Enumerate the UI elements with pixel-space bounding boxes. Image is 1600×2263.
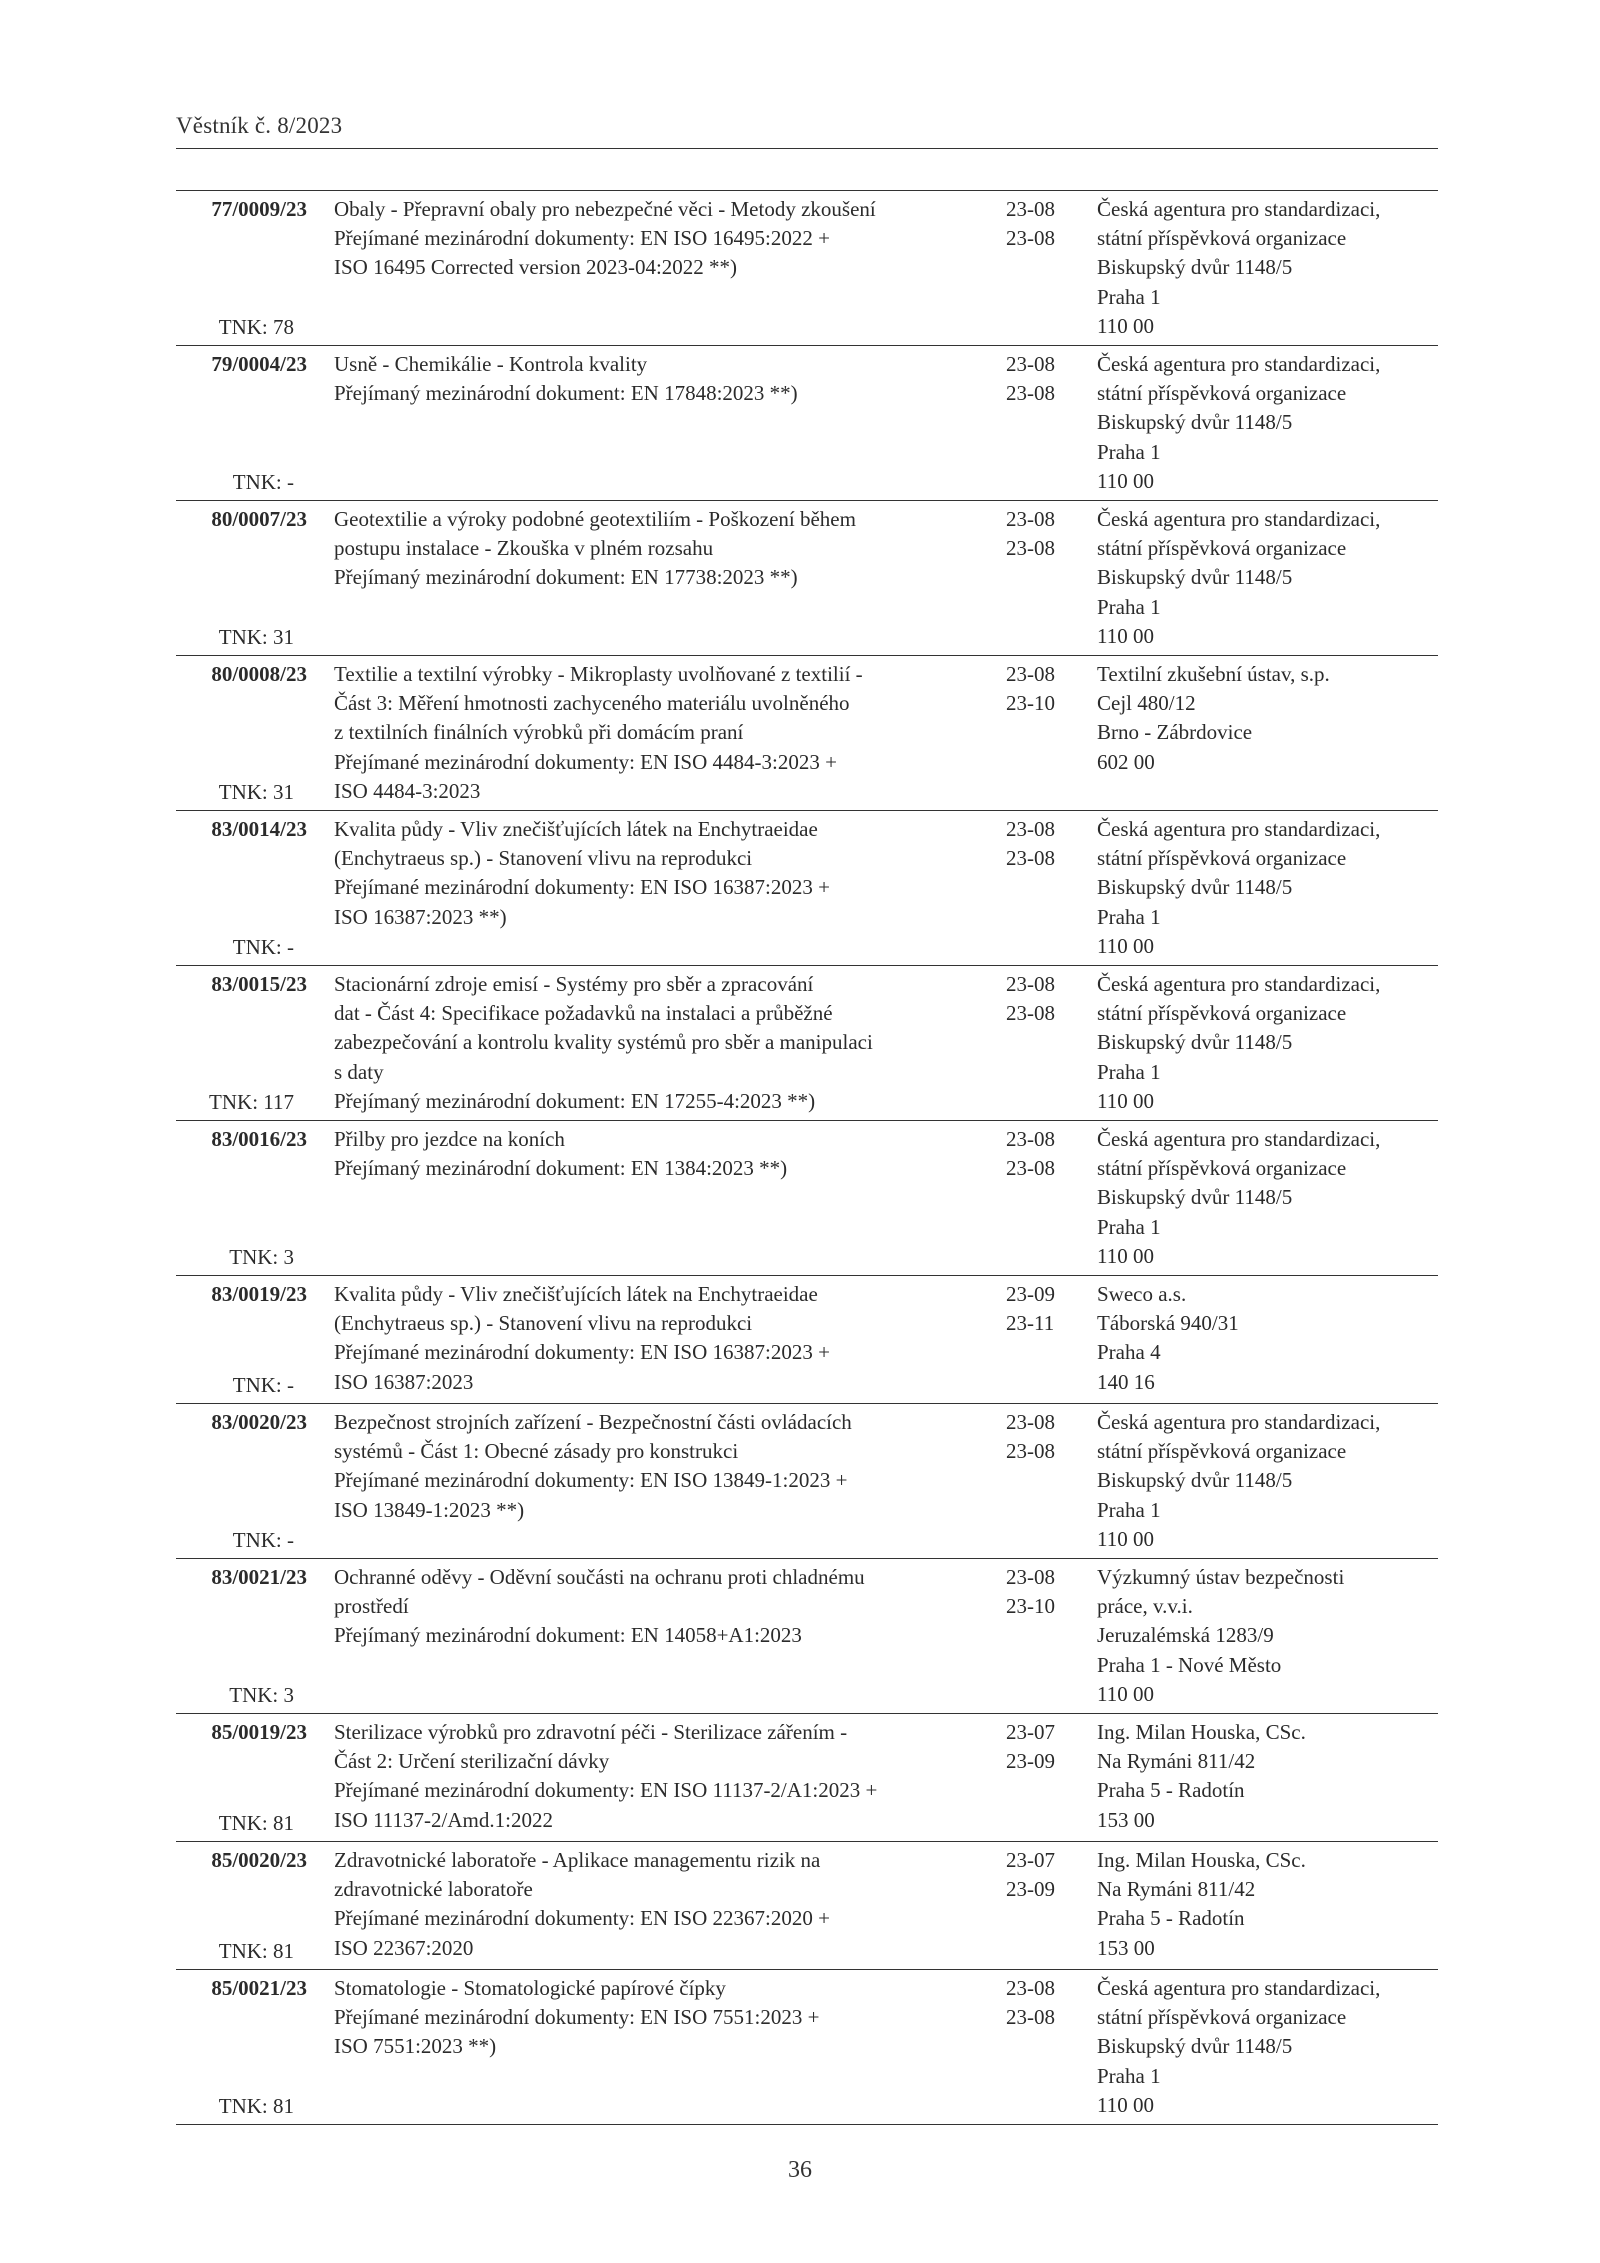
- organization-line: 110 00: [1097, 1681, 1154, 1706]
- standard-entry: [176, 191, 1438, 346]
- date-value: 23-08: [1006, 1156, 1055, 1181]
- description-line: Stomatologie - Stomatologické papírové čípky: [334, 1976, 726, 2000]
- date-value: 23-08: [1006, 197, 1055, 221]
- description-line: Zdravotnické laboratoře - Aplikace managementu rizik na: [334, 1848, 821, 1872]
- organization-line: 110 00: [1097, 1243, 1154, 1268]
- organization-line: Biskupský dvůr 1148/5: [1097, 1030, 1293, 1055]
- description-line: postupu instalace - Zkouška v plném rozsahu: [334, 536, 714, 561]
- entry-dates: [1006, 1846, 1066, 1904]
- organization-line: 110 00: [1097, 933, 1154, 958]
- organization-line: Praha 1: [1097, 904, 1161, 929]
- description-line: Přejímané mezinárodní dokumenty: EN ISO 16387:2023 +: [334, 875, 830, 900]
- organization-line: Česká agentura pro standardizaci,: [1097, 507, 1381, 531]
- date-value: 23-08: [1006, 352, 1055, 376]
- description-line: Přejímaný mezinárodní dokument: EN 17255-4:2023 **): [334, 1088, 816, 1113]
- description-line: ISO 11137-2/Amd.1:2022: [334, 1807, 553, 1832]
- organization-line: Táborská 940/31: [1097, 1311, 1239, 1336]
- description-line: Přejímané mezinárodní dokumenty: EN ISO 7551:2023 +: [334, 2005, 820, 2030]
- entry-organization: [1097, 660, 1438, 777]
- entry-id-column: [176, 1280, 307, 1407]
- entry-id-column: [176, 1125, 307, 1279]
- date-value: 23-08: [1006, 1976, 1055, 2000]
- entry-organization: [1097, 1280, 1438, 1397]
- entry-id-column: [176, 350, 307, 504]
- entry-description: [334, 1718, 984, 1835]
- description-line: Geotextilie a výroky podobné geotextiliím - Poškození během: [334, 507, 856, 531]
- description-line: dat - Část 4: Specifikace požadavků na instalaci a průběžné: [334, 1001, 833, 1026]
- standard-code: 83/0021/23: [211, 1565, 307, 1589]
- organization-line: Biskupský dvůr 1148/5: [1097, 1468, 1293, 1493]
- tnk-number: TNK: -: [232, 1527, 294, 1552]
- description-line: prostředí: [334, 1594, 409, 1619]
- page-number: 36: [788, 2157, 812, 2183]
- standard-entry: [176, 811, 1438, 966]
- organization-line: Textilní zkušební ústav, s.p.: [1097, 662, 1330, 686]
- entry-organization: [1097, 970, 1438, 1116]
- date-value: 23-10: [1006, 691, 1055, 716]
- standard-code: 80/0008/23: [211, 662, 307, 686]
- description-line: Bezpečnost strojních zařízení - Bezpečnostní části ovládacích: [334, 1410, 852, 1434]
- entry-description: [334, 815, 984, 932]
- standard-code: 83/0014/23: [211, 817, 307, 841]
- organization-line: 110 00: [1097, 2092, 1154, 2117]
- organization-line: Praha 4: [1097, 1340, 1161, 1365]
- page-header: [176, 112, 1438, 149]
- organization-line: Biskupský dvůr 1148/5: [1097, 565, 1293, 590]
- entry-organization: [1097, 350, 1438, 496]
- organization-line: Praha 1: [1097, 439, 1161, 464]
- organization-line: Praha 1 - Nové Město: [1097, 1652, 1282, 1677]
- entry-id-column: [176, 1974, 307, 2128]
- description-line: ISO 16387:2023 **): [334, 904, 507, 929]
- standard-entry: [176, 1842, 1438, 1970]
- standard-code: 77/0009/23: [211, 197, 307, 221]
- organization-line: Ing. Milan Houska, CSc.: [1097, 1848, 1306, 1872]
- entry-dates: [1006, 505, 1066, 563]
- organization-line: Česká agentura pro standardizaci,: [1097, 197, 1381, 221]
- organization-line: 140 16: [1097, 1369, 1155, 1394]
- date-value: 23-08: [1006, 507, 1055, 531]
- organization-line: státní příspěvková organizace: [1097, 226, 1347, 251]
- description-line: Ochranné oděvy - Oděvní součásti na ochranu proti chladnému: [334, 1565, 865, 1589]
- description-line: Přejímané mezinárodní dokumenty: EN ISO 16495:2022 +: [334, 226, 830, 251]
- description-line: ISO 22367:2020: [334, 1935, 474, 1960]
- description-line: Přejímané mezinárodní dokumenty: EN ISO 16387:2023 +: [334, 1340, 830, 1365]
- date-value: 23-08: [1006, 1439, 1055, 1464]
- description-line: Usně - Chemikálie - Kontrola kvality: [334, 352, 648, 376]
- date-value: 23-09: [1006, 1749, 1055, 1774]
- entry-dates: [1006, 1125, 1066, 1183]
- description-line: (Enchytraeus sp.) - Stanovení vlivu na reprodukci: [334, 1311, 753, 1336]
- description-line: zdravotnické laboratoře: [334, 1877, 533, 1902]
- entry-id-column: [176, 1718, 307, 1845]
- description-line: Přejímaný mezinárodní dokument: EN 17848:2023 **): [334, 381, 798, 406]
- date-value: 23-08: [1006, 226, 1055, 251]
- organization-line: Sweco a.s.: [1097, 1282, 1187, 1306]
- date-value: 23-08: [1006, 817, 1055, 841]
- standard-entry: [176, 656, 1438, 811]
- entry-dates: [1006, 1974, 1066, 2032]
- entry-description: [334, 1280, 984, 1397]
- organization-line: Biskupský dvůr 1148/5: [1097, 875, 1293, 900]
- description-line: Kvalita půdy - Vliv znečišťujících látek na Enchytraeidae: [334, 1282, 818, 1306]
- entry-dates: [1006, 1408, 1066, 1466]
- standard-code: 83/0020/23: [211, 1410, 307, 1434]
- standard-code: 85/0021/23: [211, 1976, 307, 2000]
- description-line: Přejímané mezinárodní dokumenty: EN ISO 4484-3:2023 +: [334, 749, 837, 774]
- entry-id-column: [176, 1846, 307, 1973]
- organization-line: Česká agentura pro standardizaci,: [1097, 1410, 1381, 1434]
- entry-id-column: [176, 1563, 307, 1717]
- tnk-number: TNK: 31: [218, 624, 294, 649]
- tnk-number: TNK: 81: [218, 1938, 294, 1963]
- description-line: Sterilizace výrobků pro zdravotní péči - Sterilizace zářením -: [334, 1720, 848, 1744]
- organization-line: 110 00: [1097, 313, 1154, 338]
- tnk-number: TNK: 3: [229, 1682, 294, 1707]
- organization-line: Biskupský dvůr 1148/5: [1097, 410, 1293, 435]
- organization-line: Na Rymáni 811/42: [1097, 1749, 1256, 1774]
- description-line: ISO 16495 Corrected version 2023-04:2022 **): [334, 255, 738, 280]
- entry-organization: [1097, 505, 1438, 651]
- entry-dates: [1006, 350, 1066, 408]
- entry-description: [334, 1563, 984, 1651]
- organization-line: Česká agentura pro standardizaci,: [1097, 352, 1381, 376]
- entry-organization: [1097, 1718, 1438, 1835]
- entry-description: [334, 195, 984, 283]
- entry-description: [334, 350, 984, 408]
- description-line: ISO 16387:2023: [334, 1369, 474, 1394]
- organization-line: Praha 1: [1097, 1497, 1161, 1522]
- description-line: Přejímané mezinárodní dokumenty: EN ISO 22367:2020 +: [334, 1906, 830, 1931]
- organization-line: Výzkumný ústav bezpečnosti: [1097, 1565, 1345, 1589]
- organization-line: Brno - Zábrdovice: [1097, 720, 1253, 745]
- date-value: 23-11: [1006, 1311, 1055, 1336]
- standard-entry: [176, 1559, 1438, 1714]
- organization-line: 602 00: [1097, 749, 1155, 774]
- description-line: Kvalita půdy - Vliv znečišťujících látek na Enchytraeidae: [334, 817, 818, 841]
- organization-line: Praha 5 - Radotín: [1097, 1778, 1245, 1803]
- entry-id-column: [176, 970, 307, 1124]
- standard-code: 83/0015/23: [211, 972, 307, 996]
- organization-line: Cejl 480/12: [1097, 691, 1196, 716]
- entry-organization: [1097, 815, 1438, 961]
- description-line: zabezpečování a kontrolu kvality systémů pro sběr a manipulaci: [334, 1030, 873, 1055]
- description-line: Přejímané mezinárodní dokumenty: EN ISO 13849-1:2023 +: [334, 1468, 848, 1493]
- entry-dates: [1006, 970, 1066, 1028]
- date-value: 23-07: [1006, 1720, 1055, 1744]
- standard-code: 83/0016/23: [211, 1127, 307, 1151]
- date-value: 23-08: [1006, 2005, 1055, 2030]
- entry-id-column: [176, 195, 307, 349]
- journal-title: Věstník č. 8/2023: [176, 113, 343, 138]
- standard-entry: [176, 346, 1438, 501]
- standard-entry: [176, 1970, 1438, 2125]
- organization-line: Praha 1: [1097, 2063, 1161, 2088]
- date-value: 23-08: [1006, 1001, 1055, 1026]
- tnk-number: TNK: -: [232, 934, 294, 959]
- organization-line: Praha 1: [1097, 594, 1161, 619]
- entry-dates: [1006, 815, 1066, 873]
- entry-description: [334, 1846, 984, 1963]
- date-value: 23-09: [1006, 1877, 1055, 1902]
- entry-id-column: [176, 660, 307, 814]
- organization-line: práce, v.v.i.: [1097, 1594, 1193, 1619]
- description-line: ISO 7551:2023 **): [334, 2034, 497, 2059]
- organization-line: státní příspěvková organizace: [1097, 1001, 1347, 1026]
- entry-description: [334, 1125, 984, 1183]
- description-line: s daty: [334, 1059, 384, 1084]
- organization-line: Česká agentura pro standardizaci,: [1097, 1976, 1381, 2000]
- entry-description: [334, 505, 984, 593]
- entry-description: [334, 1408, 984, 1525]
- entry-dates: [1006, 1718, 1066, 1776]
- entry-dates: [1006, 1280, 1066, 1338]
- organization-line: 110 00: [1097, 1526, 1154, 1551]
- description-line: systémů - Část 1: Obecné zásady pro konstrukci: [334, 1439, 739, 1464]
- entry-description: [334, 1974, 984, 2062]
- entry-organization: [1097, 1974, 1438, 2120]
- organization-line: Česká agentura pro standardizaci,: [1097, 817, 1381, 841]
- description-line: Obaly - Přepravní obaly pro nebezpečné věci - Metody zkoušení: [334, 197, 876, 221]
- description-line: (Enchytraeus sp.) - Stanovení vlivu na reprodukci: [334, 846, 753, 871]
- tnk-number: TNK: 117: [209, 1089, 294, 1114]
- standard-code: 85/0019/23: [211, 1720, 307, 1744]
- organization-line: Praha 1: [1097, 284, 1161, 309]
- tnk-number: TNK: 81: [218, 1810, 294, 1835]
- organization-line: státní příspěvková organizace: [1097, 2005, 1347, 2030]
- date-value: 23-07: [1006, 1848, 1055, 1872]
- organization-line: státní příspěvková organizace: [1097, 846, 1347, 871]
- date-value: 23-08: [1006, 1565, 1055, 1589]
- organization-line: 110 00: [1097, 1088, 1154, 1113]
- tnk-number: TNK: -: [232, 1372, 294, 1397]
- organization-line: Praha 1: [1097, 1059, 1161, 1084]
- organization-line: Česká agentura pro standardizaci,: [1097, 972, 1381, 996]
- description-line: Přejímaný mezinárodní dokument: EN 1384:2023 **): [334, 1156, 788, 1181]
- entry-description: [334, 660, 984, 806]
- standards-list: [176, 190, 1438, 2125]
- organization-line: státní příspěvková organizace: [1097, 381, 1347, 406]
- description-line: Textilie a textilní výrobky - Mikroplasty uvolňované z textilií -: [334, 662, 863, 686]
- date-value: 23-10: [1006, 1594, 1055, 1619]
- description-line: ISO 4484-3:2023: [334, 778, 481, 803]
- standard-code: 85/0020/23: [211, 1848, 307, 1872]
- standard-entry: [176, 966, 1438, 1121]
- description-line: Přejímaný mezinárodní dokument: EN 17738:2023 **): [334, 565, 798, 590]
- organization-line: Praha 5 - Radotín: [1097, 1906, 1245, 1931]
- entry-id-column: [176, 505, 307, 659]
- entry-organization: [1097, 1125, 1438, 1271]
- tnk-number: TNK: 3: [229, 1244, 294, 1269]
- organization-line: státní příspěvková organizace: [1097, 536, 1347, 561]
- organization-line: Biskupský dvůr 1148/5: [1097, 255, 1293, 280]
- date-value: 23-09: [1006, 1282, 1055, 1306]
- date-value: 23-08: [1006, 1127, 1055, 1151]
- entry-organization: [1097, 1408, 1438, 1554]
- description-line: Přejímané mezinárodní dokumenty: EN ISO 11137-2/A1:2023 +: [334, 1778, 878, 1803]
- description-line: Část 2: Určení sterilizační dávky: [334, 1749, 610, 1774]
- description-line: Část 3: Měření hmotnosti zachyceného materiálu uvolněného: [334, 691, 850, 716]
- organization-line: Na Rymáni 811/42: [1097, 1877, 1256, 1902]
- entry-id-column: [176, 815, 307, 969]
- entry-description: [334, 970, 984, 1116]
- entry-organization: [1097, 1846, 1438, 1963]
- organization-line: 153 00: [1097, 1935, 1155, 1960]
- date-value: 23-08: [1006, 381, 1055, 406]
- entry-dates: [1006, 195, 1066, 253]
- entry-organization: [1097, 195, 1438, 341]
- organization-line: 110 00: [1097, 623, 1154, 648]
- standard-code: 83/0019/23: [211, 1282, 307, 1306]
- organization-line: Praha 1: [1097, 1214, 1161, 1239]
- date-value: 23-08: [1006, 536, 1055, 561]
- entry-dates: [1006, 660, 1066, 718]
- description-line: Přejímaný mezinárodní dokument: EN 14058+A1:2023: [334, 1623, 802, 1648]
- organization-line: státní příspěvková organizace: [1097, 1156, 1347, 1181]
- organization-line: Biskupský dvůr 1148/5: [1097, 1185, 1293, 1210]
- description-line: Přilby pro jezdce na koních: [334, 1127, 565, 1151]
- description-line: ISO 13849-1:2023 **): [334, 1497, 525, 1522]
- entry-dates: [1006, 1563, 1066, 1621]
- date-value: 23-08: [1006, 662, 1055, 686]
- tnk-number: TNK: -: [232, 469, 294, 494]
- organization-line: Česká agentura pro standardizaci,: [1097, 1127, 1381, 1151]
- organization-line: Jeruzalémská 1283/9: [1097, 1623, 1274, 1648]
- description-line: z textilních finálních výrobků při domácím praní: [334, 720, 744, 745]
- organization-line: Biskupský dvůr 1148/5: [1097, 2034, 1293, 2059]
- standard-entry: [176, 1276, 1438, 1404]
- entry-organization: [1097, 1563, 1438, 1709]
- standard-entry: [176, 1121, 1438, 1276]
- description-line: Stacionární zdroje emisí - Systémy pro sběr a zpracování: [334, 972, 814, 996]
- tnk-number: TNK: 78: [218, 314, 294, 339]
- standard-code: 80/0007/23: [211, 507, 307, 531]
- date-value: 23-08: [1006, 1410, 1055, 1434]
- date-value: 23-08: [1006, 846, 1055, 871]
- entry-id-column: [176, 1408, 307, 1562]
- organization-line: 153 00: [1097, 1807, 1155, 1832]
- standard-code: 79/0004/23: [211, 352, 307, 376]
- standard-entry: [176, 1404, 1438, 1559]
- organization-line: Ing. Milan Houska, CSc.: [1097, 1720, 1306, 1744]
- standard-entry: [176, 1714, 1438, 1842]
- organization-line: státní příspěvková organizace: [1097, 1439, 1347, 1464]
- standard-entry: [176, 501, 1438, 656]
- tnk-number: TNK: 81: [218, 2093, 294, 2118]
- tnk-number: TNK: 31: [218, 779, 294, 804]
- organization-line: 110 00: [1097, 468, 1154, 493]
- date-value: 23-08: [1006, 972, 1055, 996]
